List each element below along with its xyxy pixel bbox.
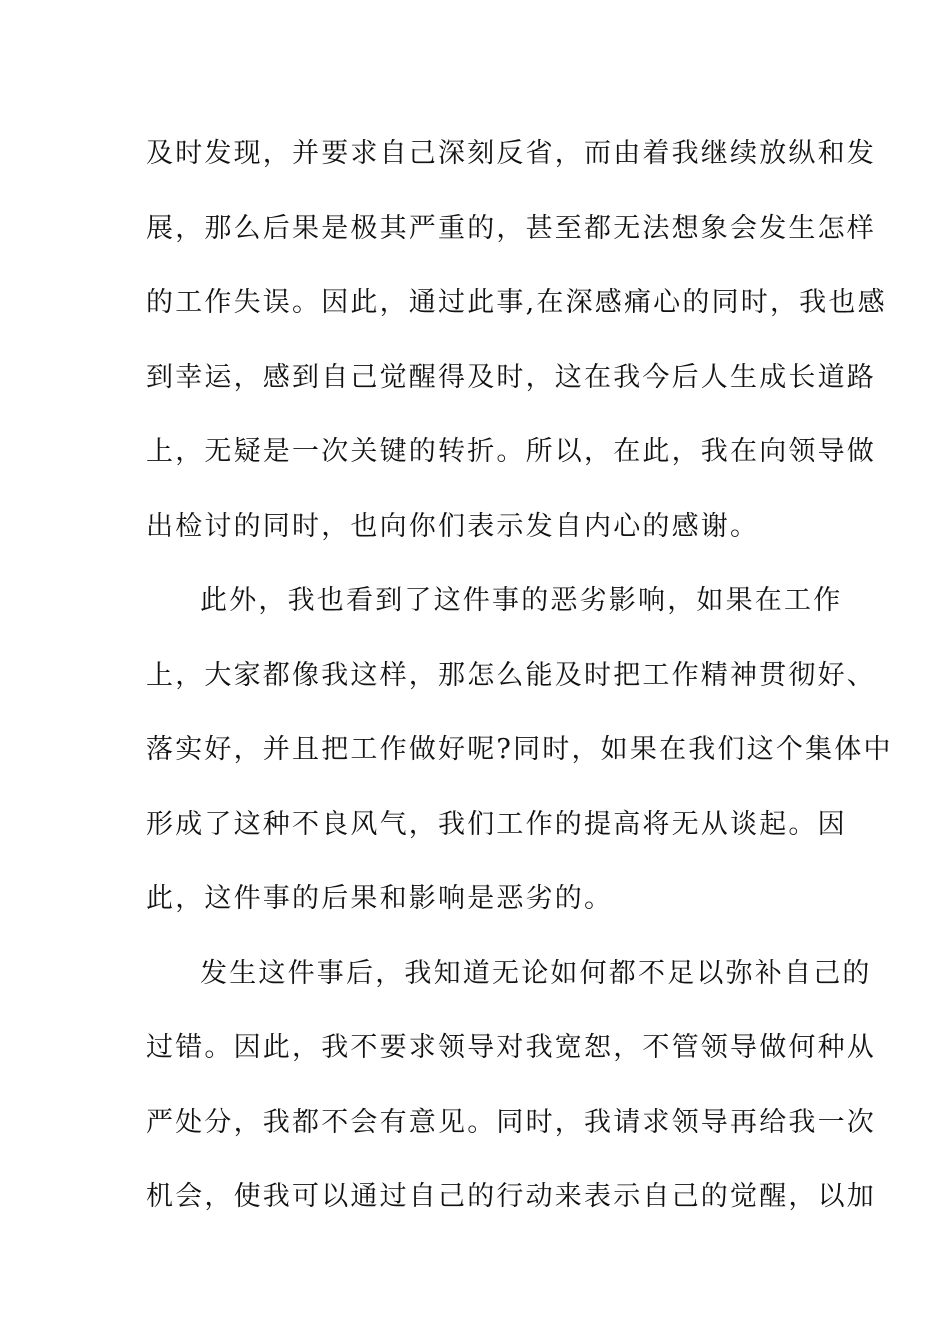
- text-line: 过错。因此，我不要求领导对我宽恕，不管领导做何种从: [146, 1032, 876, 1063]
- paragraph-first-line: 发生这件事后，我知道无论如何都不足以弥补自己的: [200, 957, 872, 989]
- text-line: 严处分，我都不会有意见。同时，我请求领导再给我一次: [146, 1106, 876, 1138]
- text-line: 展，那么后果是极其严重的，甚至都无法想象会发生怎样: [146, 212, 876, 244]
- text-line: 上，无疑是一次关键的转折。所以，在此，我在向领导做: [146, 436, 876, 467]
- text-line: 及时发现，并要求自己深刻反省，而由着我继续放纵和发: [146, 138, 876, 169]
- text-line: 机会，使我可以通过自己的行动来表示自己的觉醒，以加: [146, 1181, 876, 1212]
- document-body: [146, 127, 893, 1245]
- text-line: 此，这件事的后果和影响是恶劣的。: [146, 883, 614, 914]
- text-line: 的工作失误。因此，通过此事,在深感痛心的同时，我也感: [146, 287, 887, 318]
- text-line: 出检讨的同时，也向你们表示发自内心的感谢。: [146, 510, 760, 542]
- paragraph-first-line: 此外，我也看到了这件事的恶劣影响，如果在工作: [200, 585, 843, 616]
- text-line: 上，大家都像我这样，那怎么能及时把工作精神贯彻好、: [146, 659, 876, 691]
- text-line: 形成了这种不良风气，我们工作的提高将无从谈起。因: [146, 808, 847, 840]
- text-line: 落实好，并且把工作做好呢?同时，如果在我们这个集体中: [146, 734, 893, 765]
- text-line: 到幸运，感到自己觉醒得及时，这在我今后人生成长道路: [146, 361, 876, 393]
